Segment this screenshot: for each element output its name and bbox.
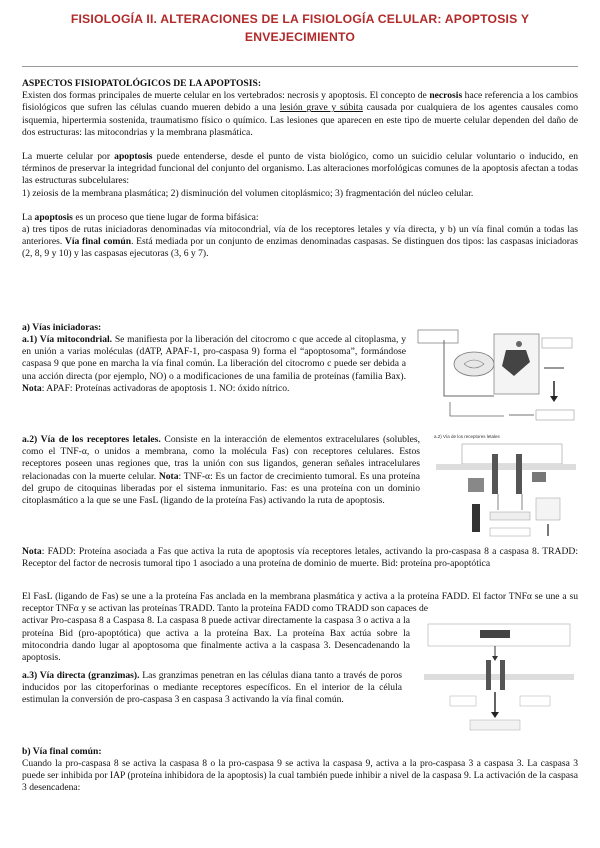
paragraph-a3-directa bbox=[22, 670, 402, 707]
morphology-list: 1) zeiosis de la membrana plasmática; 2) disminución del volumen citoplásmico; 3) fragmentación del núcleo celular. bbox=[22, 187, 474, 199]
nota-label: Nota bbox=[158, 470, 179, 482]
a3-heading: a.3) Vía directa (granzimas). bbox=[22, 670, 140, 681]
title-line-2: ENVEJECIMIENTO bbox=[244, 30, 356, 44]
underlined-phrase: lesión grave y súbita bbox=[279, 102, 363, 114]
paragraph-a2-nota2 bbox=[22, 546, 578, 570]
text-span: La bbox=[22, 211, 35, 223]
nota-label: Nota bbox=[22, 546, 42, 557]
text-span: es un proceso que tiene lugar de forma bifásica: bbox=[72, 211, 259, 223]
paragraph-via-final: Cuando la pro-caspasa 8 se activa la caspasa 8 o la pro-caspasa 9 se activa la caspasa 9, activa a la pro-caspasa 3 a caspasa 3. La caspasa 3 puede ser inhibida por IAP (proteína inhibidora de la apoptosis) la cual también puede inhibir a nivel de la caspasa 9. La activación de la caspasa 3 desencadena: bbox=[22, 758, 578, 794]
a1-heading: a.1) Vía mitocondrial. bbox=[22, 334, 113, 345]
text-span: Las granzimas penetran en las células diana tanto a través de poros inducidos por las citoperforinas o mediante receptores específicos. En el interior de la célula estimulan la conversión de pro-caspasa 3 en caspasa 3 activando la vía final común. bbox=[22, 670, 402, 706]
term-apoptosis: apoptosis bbox=[114, 151, 153, 163]
granzyme-pathway-figure bbox=[420, 620, 578, 738]
text-span: La muerte celular por bbox=[22, 151, 115, 163]
text-span: causada por cualquiera de los agentes causales como isquemia, hipertermia sostenida, traumatismo físico o químico. Las lesiones que aparecen en este tipo de muerte celular dependen del daño de dos estructuras: las mitocondrias y la membrana plasmática. bbox=[22, 102, 578, 138]
mitochondrial-pathway-figure bbox=[414, 326, 578, 426]
section-heading-vias: a) Vías iniciadoras: bbox=[22, 322, 102, 333]
figure-caption: a.2) Vía de los receptores letales bbox=[434, 434, 500, 439]
term-apoptosis-2: apoptosis bbox=[34, 211, 73, 223]
text-span: : TNF-α: Es un factor de crecimiento tumoral. Es una proteína del grupo de citoquinas liberadas por el sistema inmunitario. Fas: es una proteína con un dominio citoplasmático a la que se une FasL (ligando de la proteína Fas) activando la ruta de apoptosis. bbox=[22, 470, 421, 507]
figure-box bbox=[418, 330, 458, 343]
paragraph-a1-mitocondrial bbox=[22, 334, 406, 395]
term-via-final: Vía final común bbox=[64, 236, 132, 248]
nota-label: Nota bbox=[22, 382, 42, 394]
section-heading-via-final: b) Vía final común: bbox=[22, 746, 102, 757]
fasl-text-rest: activar Pro-caspasa 8 a Caspasa 8. La caspasa 8 puede activar directamente la caspasa 3 o activa a la proteína Bid (pro-apoptótica) que activa a la proteína Bax. La proteína Bax actúa sobre la mitocondria dando lugar al apoptosoma que finalmente activa a la caspasa 3. Desencadenando la apoptosis. bbox=[22, 615, 410, 664]
text-span: puede entenderse, desde el punto de vista biológico, como un suicidio celular voluntario o inducido, en términos de preservar la integridad funcional del conjunto del organismo. Las alteraciones morfológicas comunes de la apoptosis afectan a todas las estructuras subcelulares: bbox=[22, 151, 578, 187]
receptor-pathway-figure bbox=[432, 432, 578, 544]
fasl-text-line1: El FasL (ligando de Fas) se une a la proteína Fas anclada en la membrana plasmática y activa a la proteína FADD. El factor TNFα se une a su receptor TNFα y se activan las proteínas TRADD. Tanto la proteína FADD como TRADD son capaces de bbox=[22, 591, 578, 615]
text-span: a) tres tipos de rutas iniciadoras denominadas vía mitocondrial, vía de los receptores letales y vía directa, y b) un vía final común a todas las anteriores. bbox=[22, 224, 578, 248]
paragraph-apoptosis-def bbox=[22, 151, 578, 188]
a2-heading: a.2) Vía de los receptores letales. bbox=[22, 434, 161, 445]
page-title bbox=[20, 10, 580, 46]
text-span: Se manifiesta por la liberación del citocromo c que accede al citoplasma, y en unión a varias moléculas (dATP, APAF-1, pro-caspasa 9) forma el “apoptosoma”, formándose caspasa 9 que pone en marcha la vía final común. La liberación del citocromo c puede ser debida a una acción directa (por ejemplo, NO) o a modificaciones de una familia de proteínas (familia Bax). bbox=[22, 334, 406, 382]
text-span: : APAF: Proteínas activadoras de apoptosis 1. NO: óxido nítrico. bbox=[41, 382, 290, 394]
intro-section bbox=[22, 78, 578, 261]
text-span: hace referencia a los cambios fisiológicos que sufren las células cuando mueren debido a una bbox=[22, 90, 579, 114]
text-span: Existen dos formas principales de muerte celular en los vertebrados: necrosis y apoptosis. El concepto de bbox=[22, 90, 430, 102]
paragraph-necrosis bbox=[22, 90, 578, 139]
text-span: . Está mediada por un conjunto de enzimas denominadas caspasas. Se distinguen dos tipos: las caspasas iniciadoras (2, 8, 9 y 10) y las caspasas ejecutoras (3, 6 y 7). bbox=[22, 236, 578, 260]
text-span: Consiste en la interacción de elementos extracelulares (solubles, como el TNF-α, o unidos a membrana, como la molécula Fas) con receptores celulares. Estos receptores poseen unas regiones que, tras la unión con sus ligandos, generan señales intracelulares relacionadas con la muerte celular. bbox=[22, 434, 420, 482]
title-divider bbox=[22, 66, 578, 67]
title-line-1: FISIOLOGÍA II. ALTERACIONES DE LA FISIOLOGÍA CELULAR: APOPTOSIS Y bbox=[70, 12, 530, 26]
paragraph-biphasic bbox=[22, 212, 578, 224]
text-span: : FADD: Proteína asociada a Fas que activa la ruta de apoptosis vía receptores letales, activando la pro-caspasa 8 a caspasa 8. TRADD: Receptor del factor de necrosis tumoral tipo 1 asociado a una proteína de dominio de muerte. Bid: proteína pro-apoptótica bbox=[22, 546, 578, 570]
paragraph-routes bbox=[22, 224, 578, 261]
section-heading-aspectos: ASPECTOS FISIOPATOLÓGICOS DE LA APOPTOSIS: bbox=[22, 78, 262, 89]
term-necrosis: necrosis bbox=[429, 90, 463, 102]
